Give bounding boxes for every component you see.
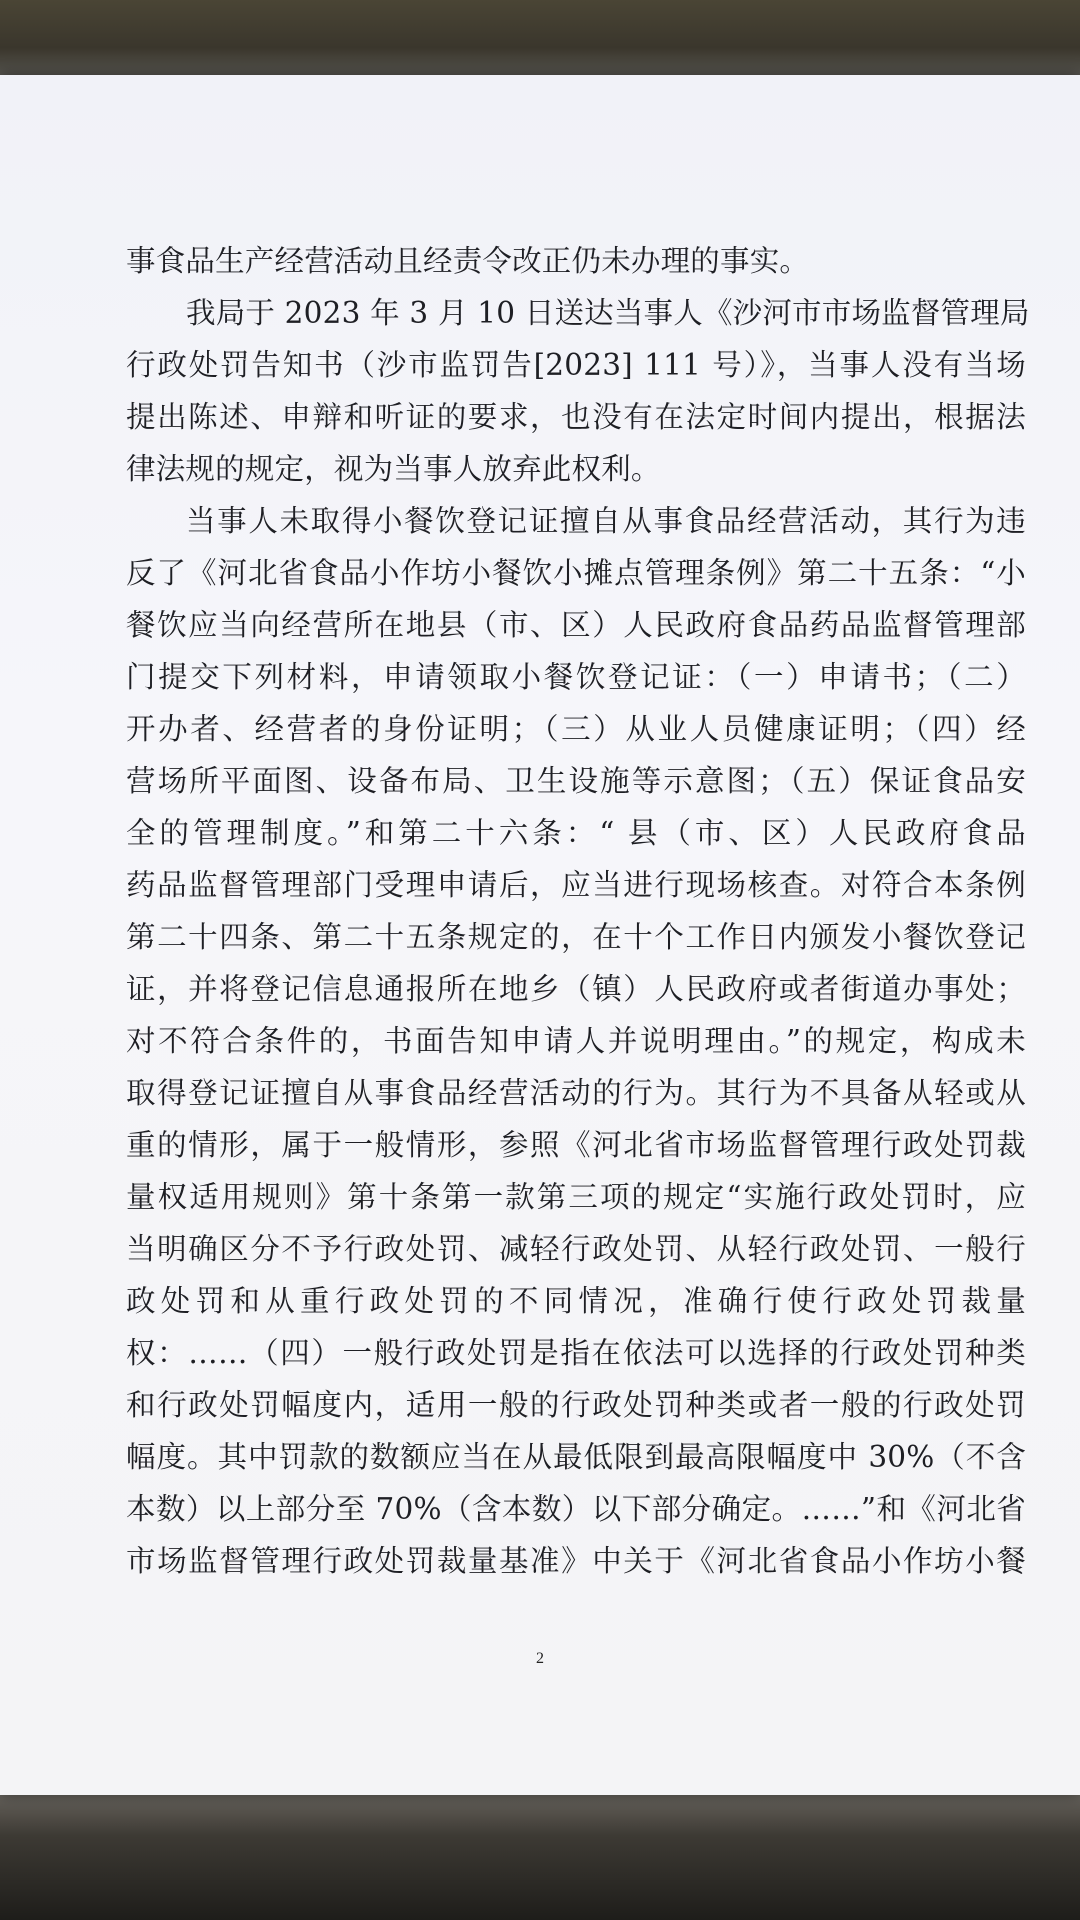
- text-line: 餐饮应当向经营所在地县（市、区）人民政府食品药品监督管理部: [126, 608, 1026, 642]
- text-line: 重的情形，属于一般情形，参照《河北省市场监督管理行政处罚裁: [126, 1128, 1026, 1162]
- page-number: 2: [536, 1650, 544, 1667]
- text-line: 全的管理制度。”和第二十六条：“ 县（市、区）人民政府食品: [126, 816, 1026, 850]
- text-line: 政处罚和从重行政处罚的不同情况，准确行使行政处罚裁量: [126, 1284, 1026, 1318]
- text-line: 本数）以上部分至 70%（含本数）以下部分确定。……”和《河北省: [126, 1492, 1026, 1526]
- text-line: 律法规的规定，视为当事人放弃此权利。: [126, 452, 661, 486]
- text-line: 营场所平面图、设备布局、卫生设施等示意图；（五）保证食品安: [126, 764, 1026, 798]
- text-line: 事食品生产经营活动且经责令改正仍未办理的事实。: [126, 244, 810, 278]
- text-line: 开办者、经营者的身份证明；（三）从业人员健康证明；（四）经: [126, 712, 1026, 746]
- background-bottom: [0, 1790, 1080, 1920]
- text-line: 量权适用规则》第十条第一款第三项的规定“实施行政处罚时，应: [126, 1180, 1026, 1214]
- text-line: 药品监督管理部门受理申请后，应当进行现场核查。对符合本条例: [126, 868, 1026, 902]
- text-line: 行政处罚告知书（沙市监罚告[2023] 111 号）》，当事人没有当场: [126, 348, 1026, 382]
- text-line: 第二十四条、第二十五条规定的，在十个工作日内颁发小餐饮登记: [126, 920, 1026, 954]
- text-line: 幅度。其中罚款的数额应当在从最低限到最高限幅度中 30%（不含: [126, 1440, 1026, 1474]
- background-top: [0, 0, 1080, 80]
- text-line: 和行政处罚幅度内，适用一般的行政处罚种类或者一般的行政处罚: [126, 1388, 1026, 1422]
- text-line: 当明确区分不予行政处罚、减轻行政处罚、从轻行政处罚、一般行: [126, 1232, 1026, 1266]
- text-line: 证，并将登记信息通报所在地乡（镇）人民政府或者街道办事处；: [126, 972, 1026, 1006]
- text-line: 市场监督管理行政处罚裁量基准》中关于《河北省食品小作坊小餐: [126, 1544, 1026, 1578]
- text-line: 门提交下列材料，申请领取小餐饮登记证：（一）申请书；（二）: [126, 660, 1026, 694]
- text-line: 提出陈述、申辩和听证的要求，也没有在法定时间内提出，根据法: [126, 400, 1026, 434]
- document-body: [126, 235, 1030, 1587]
- text-line: 取得登记证擅自从事食品经营活动的行为。其行为不具备从轻或从: [126, 1076, 1026, 1110]
- text-line: 对不符合条件的，书面告知申请人并说明理由。”的规定，构成未: [126, 1024, 1026, 1058]
- text-line: 反了《河北省食品小作坊小餐饮小摊点管理条例》第二十五条：“小: [126, 556, 1026, 590]
- text-line: 当事人未取得小餐饮登记证擅自从事食品经营活动，其行为违: [186, 504, 1026, 538]
- text-line: 我局于 2023 年 3 月 10 日送达当事人《沙河市市场监督管理局: [186, 296, 1030, 330]
- text-line: 权：……（四）一般行政处罚是指在依法可以选择的行政处罚种类: [126, 1336, 1026, 1370]
- document-page: [0, 75, 1080, 1795]
